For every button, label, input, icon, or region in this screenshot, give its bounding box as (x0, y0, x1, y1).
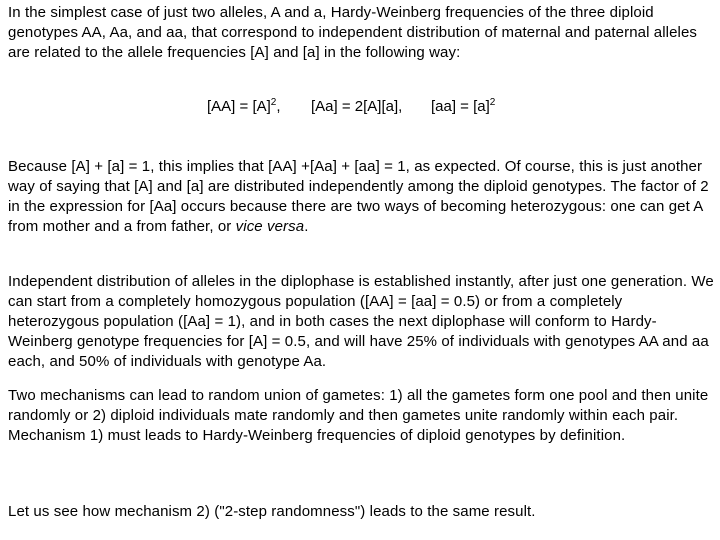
equation-AA-separator: , (276, 98, 281, 115)
equation-aa-base: [aa] = [a] (431, 98, 490, 115)
intro-paragraph: In the simplest case of just two alleles, A and a, Hardy-Weinberg frequencies of the three diploid genotypes AA, Aa, and aa, that correspond to independent distribution of maternal and paternal alleles are related to the allele frequencies [A] and [a] in the following way: (8, 4, 698, 61)
equation-AA (207, 97, 281, 117)
equation-Aa: [Aa] = 2[A][a], (311, 98, 403, 115)
explanation-paragraph (8, 157, 714, 237)
explanation-end: . (304, 218, 309, 235)
equation-aa-exponent: 2 (489, 97, 496, 108)
vice-versa-text: vice versa (235, 218, 305, 235)
mechanisms-paragraph: Two mechanisms can lead to random union of gametes: 1) all the gametes form one pool and then unite randomly or 2) diploid individuals mate randomly and then gametes unite randomly within each pair. Mechanism 1) must leads to Hardy-Weinberg frequencies of diploid genotypes by definition. (8, 387, 709, 444)
equation-aa (431, 97, 495, 117)
equation-AA-exponent: 2 (270, 97, 277, 108)
equation-AA-base: [AA] = [A] (207, 98, 271, 115)
explanation-text: Because [A] + [a] = 1, this implies that [AA] +[Aa] + [aa] = 1, as expected. Of course, this is just another way of saying that [A] and [a] are distributed independently among the diploid genotypes. The factor of 2 in the expression for [Aa] occurs because there are two ways of becoming heterozygous: one can get A from mother and a from father, or (8, 158, 709, 235)
independent-distribution-paragraph: Independent distribution of alleles in the diplophase is established instantly, after just one generation. We can start from a completely homozygous population ([AA] = [aa] = 0.5) or from a completely heterozygous population ([Aa] = 1), and in both cases the next diplophase will conform to Hardy-Weinberg genotype frequencies for [A] = 0.5, and will have 25% of individuals with genotypes AA and aa each, and 50% of individuals with genotype Aa. (8, 273, 714, 370)
closing-paragraph: Let us see how mechanism 2) ("2-step randomness") leads to the same result. (8, 503, 536, 520)
